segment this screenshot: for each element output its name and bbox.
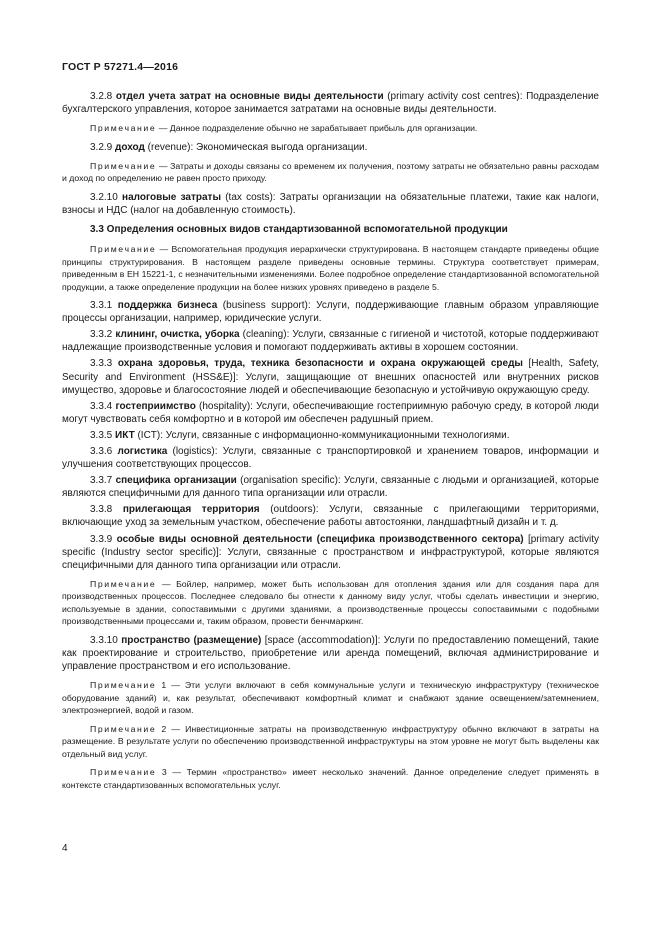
term-3-3-9: 3.3.9 особые виды основной деятельности (специфика производственного сектора) [primary activity specific (Industry sector specific)]: Услуги, связанные с пространством и инфраструктурой, которые являются специфичными для данного типа организации или отрасли.: [62, 533, 600, 571]
term-3-3-7: 3.3.7 специфика организации (organisation specific): Услуги, связанные с людьми и организацией, которые являются специфичными для данного типа организации или отрасли.: [62, 475, 599, 500]
term-3-3-4: 3.3.4 гостеприимство (hospitality): Услуги, обеспечивающие гостеприимную рабочую среду, в которой люди могут чувствовать себя комфортно и в которой им обеспечен радушный прием.: [62, 400, 600, 425]
note-3-2-8: Примечание — Данное подразделение обычно не зарабатывает прибыль для организации.: [90, 123, 478, 134]
note-3-2-9: Примечание — Затраты и доходы связаны со временем их получения, поэтому затраты не обязательно равны расходам и доход по определению не равен просто приходу.: [62, 160, 599, 184]
note-3-3-10-1: Примечание 1 — Эти услуги включают в себя коммунальные услуги и техническую инфраструктуру (техническое оборудование зданий) и, как результат, обеспечивают комфортный климат и снабжают здание освещением/затемнением, электроэнергией, водой и газом.: [62, 680, 599, 716]
term-3-3-8: 3.3.8 прилегающая территория (outdoors): Услуги, связанные с прилегающими территориями, включающие уход за земельным участком, обеспечение работы автостоянки, ландшафтный дизайн и т. д.: [62, 504, 599, 529]
term-3-2-10: 3.2.10 налоговые затраты (tax costs): Затраты организации на обязательные платежи, такие как налоги, взносы и НДС (налог на добавленную стоимость).: [62, 191, 599, 216]
note-3-3-10-3: Примечание 3 — Термин «пространство» имеет несколько значений. Данное определение следует применять в контексте стандартизованных вспомогательных услуг.: [62, 767, 599, 790]
page-number: 4: [62, 843, 68, 854]
note-3-3: Примечание — Вспомогательная продукция иерархически структурирована. В настоящем стандарте приведены общие принципы структурирования. В настоящем разделе приведены основные термины. Структура соответствует примерам, приведенным в ЕН 15221-1, с незначительными изменениями. Более подробное определение стандартизованной вспомогательной продукции, а также определение продукции на более низких уровнях приведено в разделе 5.: [62, 244, 599, 292]
term-3-3-6: 3.3.6 логистика (logistics): Услуги, связанные с транспортировкой и хранением товаров, информации и улучшения соответствующих процессов.: [62, 446, 599, 471]
section-heading-3-3: 3.3 Определения основных видов стандартизованной вспомогательной продукции: [90, 223, 508, 235]
note-3-3-9: Примечание — Бойлер, например, может быть использован для отопления здания или для создания пара для производственных процессов. Последнее следовало бы отнести к данному виду услуг, чтобы сделать инвестиции и энергию, используемые в здании, сопоставимыми с другими зданиями, а производственные процессы сопоставимыми с подобными производственными процессами и, таким образом, провести бенчмаркинг.: [62, 578, 599, 627]
standard-header: ГОСТ Р 57271.4—2016: [62, 61, 179, 73]
term-3-3-1: 3.3.1 поддержка бизнеса (business support): Услуги, поддерживающие главным образом управляющие процессы организации, например, юридические услуги.: [62, 300, 599, 325]
term-3-3-5: 3.3.5 ИКТ (ICT): Услуги, связанные с информационно-коммуникационными технологиями.: [90, 429, 510, 441]
term-3-3-10: 3.3.10 пространство (размещение) [space (accommodation)]: Услуги по предоставлению помещений, такие как проектирование и строительство, приобретение или аренда помещений, включая администрирование и управление пространством и его использование.: [62, 634, 599, 673]
term-3-2-8: 3.2.8 отдел учета затрат на основные виды деятельности (primary activity cost centres): Подразделение бухгалтерского управления, которое занимается затратами на основные виды деятельности.: [62, 91, 599, 116]
term-3-2-9: 3.2.9 доход (revenue): Экономическая выгода организации.: [90, 141, 368, 153]
document-body: [62, 90, 599, 794]
note-3-3-10-2: Примечание 2 — Инвестиционные затраты на производственную инфраструктуру обычно включают в затраты на размещение. В результате услуги по обеспечению производственной инфраструктуры на этом уровне не могут быть выделены как отдельный вид услуг.: [62, 723, 599, 759]
term-3-3-2: 3.3.2 клининг, очистка, уборка (cleaning): Услуги, связанные с гигиеной и чистотой, которые поддерживают надлежащие производственные условия и помогают поддерживать активы в хорошем состоянии.: [62, 329, 599, 354]
term-3-3-3: 3.3.3 охрана здоровья, труда, техника безопасности и охрана окружающей среды [Health, Safety, Security and Environment (HSS&E)]: Услуги, защищающие от внешних опасностей или внутренних рисков имущество, здоровье и благосостояние людей и обеспечивающие безопасную и устойчивую окружающую среду.: [62, 358, 599, 396]
